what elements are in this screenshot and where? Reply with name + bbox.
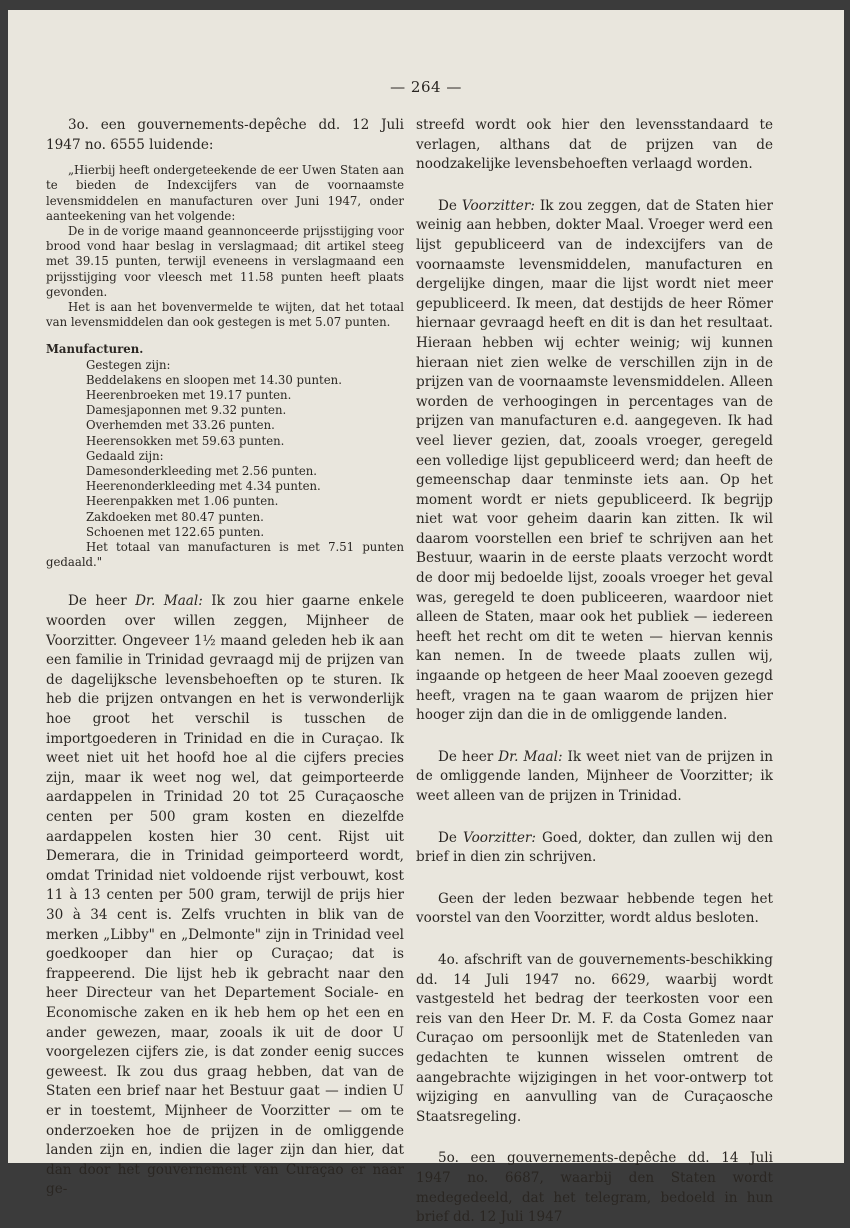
maal-speech-2 <box>416 748 773 807</box>
speech-text: Ik zou hier gaarne enkele woorden over willen zeggen, Mijnheer de Voorzitter. Ongeveer 1½ maand geleden heb ik aan een familie in Trinidad gevraagd mij de prijzen van de dagelijksche levensbehoeften op te sturen. Ik heb die prijzen ontvangen en het is verwonderlijk hoe groot het verschil is tusschen de importgoederen in Trinidad en die in Curaçao. Ik weet niet uit het hoofd hoe al die cijfers precies zijn, maar ik weet nog wel, dat geimporteerde aardappelen in Trinidad 20 tot 25 Curaçaosche centen per 500 gram kosten en diezelfde aardappelen kosten hier 30 cent. Rijst uit Demerara, die in Trinidad geimporteerd wordt, omdat Trinidad niet voldoende rijst verbouwt, kost 11 à 13 centen per 500 gram, terwijl de prijs hier 30 à 34 cent is. Zelfs vruchten in blik van de merken „Libby" en „Delmonte" zijn in Trinidad veel goedkooper dan hier op Curaçao; dat is frappeerend. Die lijst heb ik gebracht naar den heer Directeur van het Departement Sociale- en Economische zaken en ik heb hem op het een en ander gewezen, maar, zooals ik uit de door U voorgelezen cijfers zie, is dat zonder eenig succes geweest. Ik zou dus graag hebben, dat van de Staten een brief naar het Bestuur gaat — indien U er in toestemt, Mijnheer de Voorzitter — om te onderzoeken hoe de prijzen in de omliggende landen zijn en, indien die lager zijn dan hier, dat dan door het gouvernement van Curaçao er naar ge- <box>46 593 404 1198</box>
maal-speech <box>46 592 404 1199</box>
gedaald-label: Gedaald zijn: <box>86 448 164 463</box>
besloten-text: Geen der leden bezwaar hebbende tegen het voorstel van den Voorzitter, wordt aldus besloten. <box>416 890 773 927</box>
list-item: Schoenen met 122.65 punten. <box>86 524 265 539</box>
speech-prefix: De <box>438 197 462 214</box>
item-3-intro: 3o. een gouvernements-depêche dd. 12 Juli 1947 no. 6555 luidende: <box>46 117 404 153</box>
continued-text: streefd wordt ook hier den levensstandaard te verlagen, althans dat de prijzen van de noodzakelijke levensbehoeften verlaagd worden. <box>416 117 773 173</box>
manufacturen-heading: Manufacturen. <box>46 342 144 357</box>
page-number: — 264 — <box>390 78 462 96</box>
list-item: Heerensokken met 59.63 punten. <box>86 433 285 448</box>
list-item: Overhemden met 33.26 punten. <box>86 418 275 433</box>
speech-prefix: De heer <box>438 748 499 765</box>
item-4: 4o. afschrift van de gouvernements-beschikking dd. 14 Juli 1947 no. 6629, waarbij wordt vastgesteld het bedrag der teerkosten voor een reis van den Heer Dr. M. F. da Costa Gomez naar Curaçao om persoonlijk met de Statenleden van gedachten te kunnen wisselen omtrent de aangebrachte wijzigingen in het voor-ontwerp tot wijziging en aanvulling van de Curaçaosche Staatsregeling. <box>416 951 773 1125</box>
list-item: Damesonderkleeding met 2.56 punten. <box>86 464 318 479</box>
list-item: Heerenbroeken met 19.17 punten. <box>86 388 292 403</box>
speech-prefix: De heer <box>68 593 136 610</box>
list-item: Heerenonderkleeding met 4.34 punten. <box>86 479 321 494</box>
gestegen-list <box>46 358 404 540</box>
voorzitter-speech-2 <box>416 829 773 868</box>
speech-prefix: De <box>438 829 463 846</box>
list-item: Damesjaponnen met 9.32 punten. <box>86 403 287 418</box>
quote-paragraph-1: „Hierbij heeft ondergeteekende de eer Uwen Staten aan te bieden de Indexcijfers van de voornaamste levensmiddelen en manufacturen over Juni 1947, onder aanteekening van het volgende: <box>46 163 404 223</box>
gestegen-label: Gestegen zijn: <box>86 357 171 372</box>
voorzitter-speech-1 <box>416 197 773 726</box>
quote-paragraph-3: Het is aan het bovenvermelde te wijten, dat het totaal van levensmiddelen dan ook gestegen is met 5.07 punten. <box>46 300 404 330</box>
list-item: Heerenpakken met 1.06 punten. <box>86 494 279 509</box>
speaker-name: Dr. Maal: <box>498 748 563 765</box>
speaker-name: Voorzitter: <box>461 197 535 214</box>
quote-paragraph-2: De in de vorige maand geannonceerde prijsstijging voor brood vond haar beslag in verslagmaad; dit artikel steeg met 39.15 punten, terwijl eveneens in verslagmaand een prijsstijging voor vleesch met 11.58 punten heeft plaats gevonden. <box>46 224 404 299</box>
quote-total: Het totaal van manufacturen is met 7.51 punten gedaald." <box>46 540 404 570</box>
speaker-name: Dr. Maal: <box>135 593 203 610</box>
speech-text: Ik weet niet van de prijzen in de omliggende landen, Mijnheer de Voorzitter; ik weet alleen van de prijzen in Trinidad. <box>416 748 774 804</box>
speaker-name: Voorzitter: <box>463 829 536 846</box>
document-page <box>8 10 844 1226</box>
right-column <box>416 116 773 1228</box>
left-column <box>46 116 404 1200</box>
list-item: Beddelakens en sloopen met 14.30 punten. <box>86 372 342 387</box>
speech-text: Goed, dokter, dan zullen wij den brief in dien zin schrijven. <box>416 829 774 866</box>
list-item: Zakdoeken met 80.47 punten. <box>86 509 264 524</box>
item-5: 5o. een gouvernements-depêche dd. 14 Juli 1947 no. 6687, waarbij den Staten wordt medegedeeld, dat het telegram, bedoeld in hun brief dd. 12 Juli 1947 <box>416 1150 773 1226</box>
speech-text: Ik zou zeggen, dat de Staten hier weinig aan hebben, dokter Maal. Vroeger werd een lijst gepubliceerd van de indexcijfers van de voornaamste levensmiddelen, manufacturen en dergelijke dingen, maar die lijst wordt niet meer gepubliceerd. Ik meen, dat destijds de heer Römer hiernaar gevraagd heeft en dit is dan het resultaat. Hieraan hebben wij echter weinig; wij kunnen hieraan niet zien welke de verschillen zijn in de prijzen van de voornaamste levensmiddelen. Alleen worden de verhoogingen in percentages van de prijzen van manufacturen e.d. aangegeven. Ik had veel liever gezien, dat, zooals vroeger, geregeld een volledige lijst gepubliceerd werd; dan heeft de gemeenschap daar tenminste iets aan. Op het moment wordt er niets gepubliceerd. Ik begrijp niet wat voor geheim daarin kan zitten. Ik wil daarom voorstellen een brief te schrijven aan het Bestuur, waarin in de eerste plaats verzocht wordt de door mij bedoelde lijst, zooals vroeger het geval was, geregeld te doen publiceeren, waardoor niet alleen de Staten, maar ook het publiek — iedereen heeft het recht om dit te weten — hiervan kennis kan nemen. In de tweede plaats zullen wij, ingaande op hetgeen de heer Maal zooeven gezegd heeft, vragen na te gaan waarom de prijzen hier hooger zijn dan die in de omliggende landen. <box>416 197 773 724</box>
